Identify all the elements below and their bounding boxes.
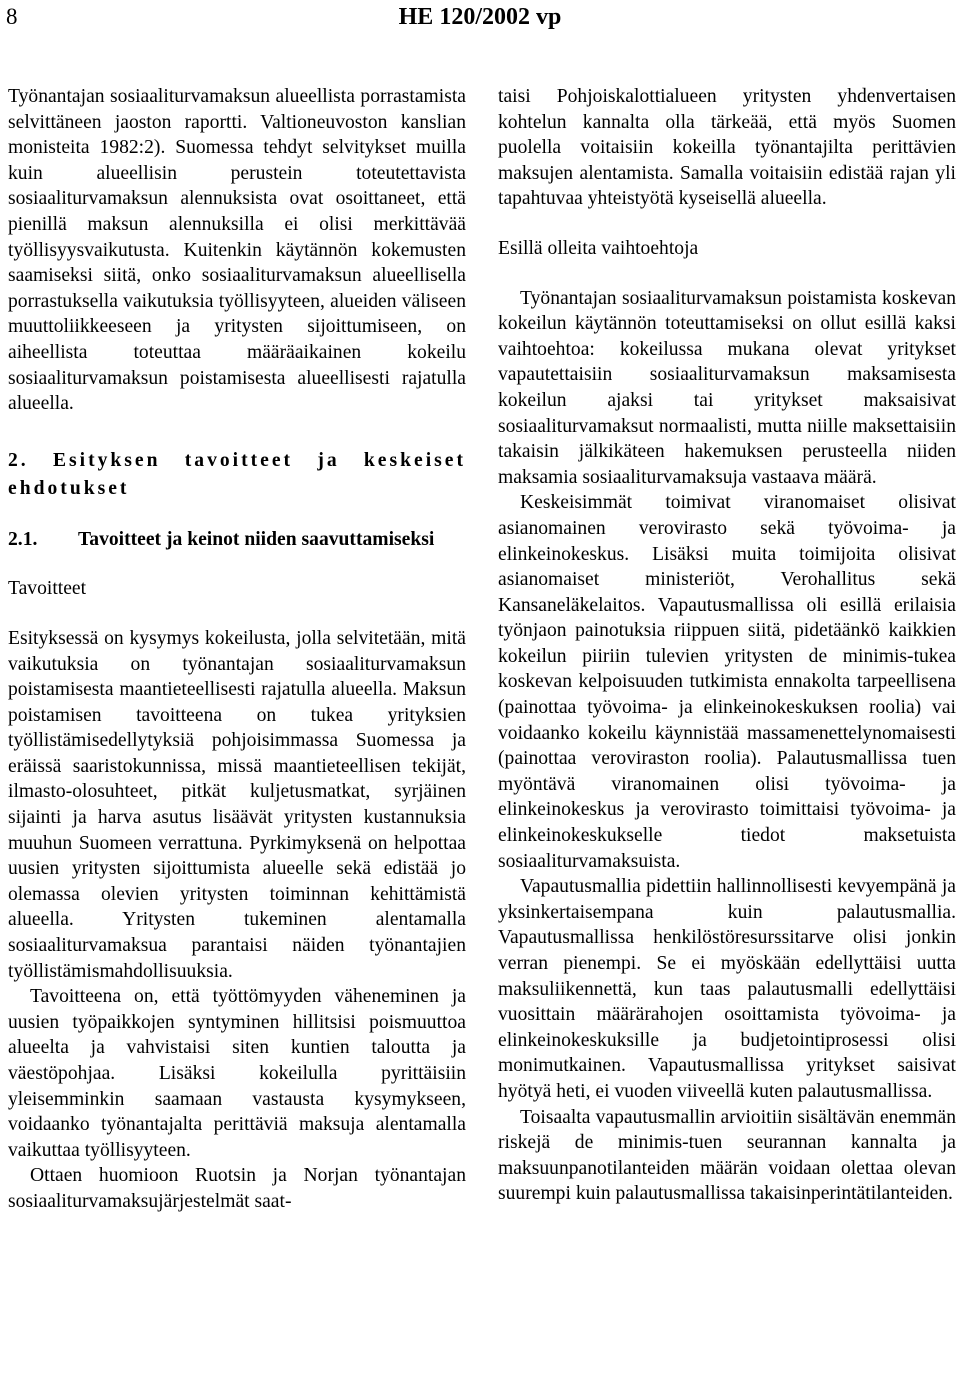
alternatives-paragraph-4: Toisaalta vapautusmallin arvioitiin sisältävän enemmän riskejä de minimis-tuen seurannan kannalta ja maksuunpanotilanteiden määrän voidaan olettaa olevan suurempi kuin palautusmallissa takaisinperintätilanteiden. (498, 1106, 956, 1205)
subsection-title: Tavoitteet ja keinot niiden saavuttamiseksi (78, 528, 435, 550)
goals-paragraph-3: Ottaen huomioon Ruotsin ja Norjan työnantajan sosiaaliturvamaksujärjestelmät saat- (8, 1165, 466, 1212)
document-id: HE 120/2002 vp (398, 4, 562, 30)
subsection-heading (8, 527, 466, 553)
page-number: 8 (6, 4, 18, 29)
alternatives-subheading: Esillä olleita vaihtoehtoja (498, 237, 699, 259)
continued-paragraph: taisi Pohjoiskalottialueen yritysten yhdenvertaisen kohtelun kannalta olla tärkeää, että myös Suomen puolella voitaisiin kokeilla työnantajilta perittävien maksujen alentamista. Samalla voitaisiin edistää rajan yli tapahtuvaa yhteistyötä kyseisellä alueella. (498, 86, 956, 210)
intro-paragraph: Työnantajan sosiaaliturvamaksun alueellista porrastamista selvittäneen jaoston raportti. Valtioneuvoston kanslian monisteita 1982:2). Suomessa tehdyt selvitykset muilla kuin alueellisin perustein toteutettavista sosiaaliturvamaksun alennuksista ovat osoittaneet, että pienillä maksun alennuksilla ei olisi merkittävää työllisyysvaikutusta. Kuitenkin käytännön kokemusten saamiseksi siitä, onko sosiaaliturvamaksun alueellisella porrastuksella vaikutuksia työllisyyteen, alueiden väliseen muuttoliikkeeseen ja yritysten sijoittumiseen, on aiheellista toteuttaa määräaikainen kokeilu sosiaaliturvamaksun poistamisesta alueellisesti rajatulla alueella. (8, 86, 466, 415)
left-column (8, 84, 466, 1215)
section-heading: 2. Esityksen tavoitteet ja keskeiset ehdotukset (8, 449, 466, 499)
alternatives-paragraph-1: Työnantajan sosiaaliturvamaksun poistamista koskevan kokeilun käytännön toteuttamiseksi on ollut esillä kaksi vaihtoehtoa: kokeilussa mukana olevat yritykset vapautettaisiin sosiaaliturvamaksun maksamisesta kokeilun ajaksi tai yritykset maksaisivat sosiaaliturvamaksut normaalisti, mutta niille maksettaisiin takaisin jälkikäteen hakemuksen perusteella niiden maksamia sosiaaliturvamaksuja vastaava määrä. (498, 287, 956, 488)
page-header (0, 2, 960, 32)
right-column (498, 84, 956, 1207)
goals-paragraph-2: Tavoitteena on, että työttömyyden väheneminen ja uusien työpaikkojen syntyminen hillitsisi poismuuttoa alueelta ja vahvistaisi siten kuntien taloutta ja väestöpohjaa. Lisäksi kokeilulla pyrittäisiin yleisemminkin saamaan vastausta kysymykseen, voidaanko työnantajalta perittäviä maksuja alentamalla vaikuttaa työllisyyteen. (8, 986, 466, 1161)
goals-paragraph-1: Esityksessä on kysymys kokeilusta, jolla selvitetään, mitä vaikutuksia on työnantajan sosiaaliturvamaksun poistamisesta maantieteellisesti rajatulla alueella. Maksun poistamisen tavoitteena on tukea yrityksien työllistämisedellytyksiä pohjoisimmassa Suomessa ja eräissä saaristokunnissa, missä maantieteellisen tekijät, ilmasto-olosuhteet, pitkät kuljetusmatkat, syrjäinen sijainti ja harva asutus lisäävät yritysten kustannuksia muuhun Suomeen verrattuna. Pyrkimyksenä on helpottaa uusien yritysten sijoittumista alueelle sekä edistää jo olemassa olevien yritysten toiminnan kehittämistä alueella. Yritysten tukeminen alentamalla sosiaaliturvamaksua parantaisi näiden työnantajien työllistämismahdollisuuksia. (8, 627, 466, 982)
alternatives-paragraph-3: Vapautusmallia pidettiin hallinnollisesti kevyempänä ja yksinkertaisempana kuin palautusmallia. Vapautusmallissa henkilöstöresurssitarve olisi jonkin verran pienempi. Se ei myöskään edellyttäisi uutta maksuliikennettä, kun taas palautusmalli edellyttäisi vuosittain määrärahojen osoittamista työvoima- ja elinkeinokeskuksille ja budjetointiprosessi olisi monimutkainen. Vapautusmallissa yritykset saisivat hyötyä heti, ei vuoden viiveellä kuten palautusmallissa. (498, 876, 956, 1102)
alternatives-paragraph-2: Keskeisimmät toimivat viranomaiset olisivat asianomainen verovirasto sekä työvoima- ja elinkeinokeskus. Lisäksi muita toimijoita olisivat asianomaiset ministeriöt, Verohallitus sekä Kansaneläkelaitos. Vapautusmallissa oli esillä erilaisia työnjaon painotuksia riippuen siitä, pidetäänkö kaikkien kokeilun piiriin tulevien yritysten de minimis-tukea koskevan kelpoisuuden tutkimista ennakolta tarpeellisena (painottaa työvoima- ja elinkeinokeskuksen roolia) vai voidaanko kokeilu käynnistää massamenettelynomaisesti (painottaa veroviraston roolia). Palautusmallissa tuen myöntävä viranomainen olisi työvoima- ja elinkeinokeskus ja verovirasto toimittaisi työvoima- ja elinkeinokeskukselle tiedot maksetuista sosiaaliturvamaksuista. (498, 492, 956, 872)
goals-subheading: Tavoitteet (8, 578, 87, 600)
subsection-number: 2.1. (8, 528, 38, 550)
